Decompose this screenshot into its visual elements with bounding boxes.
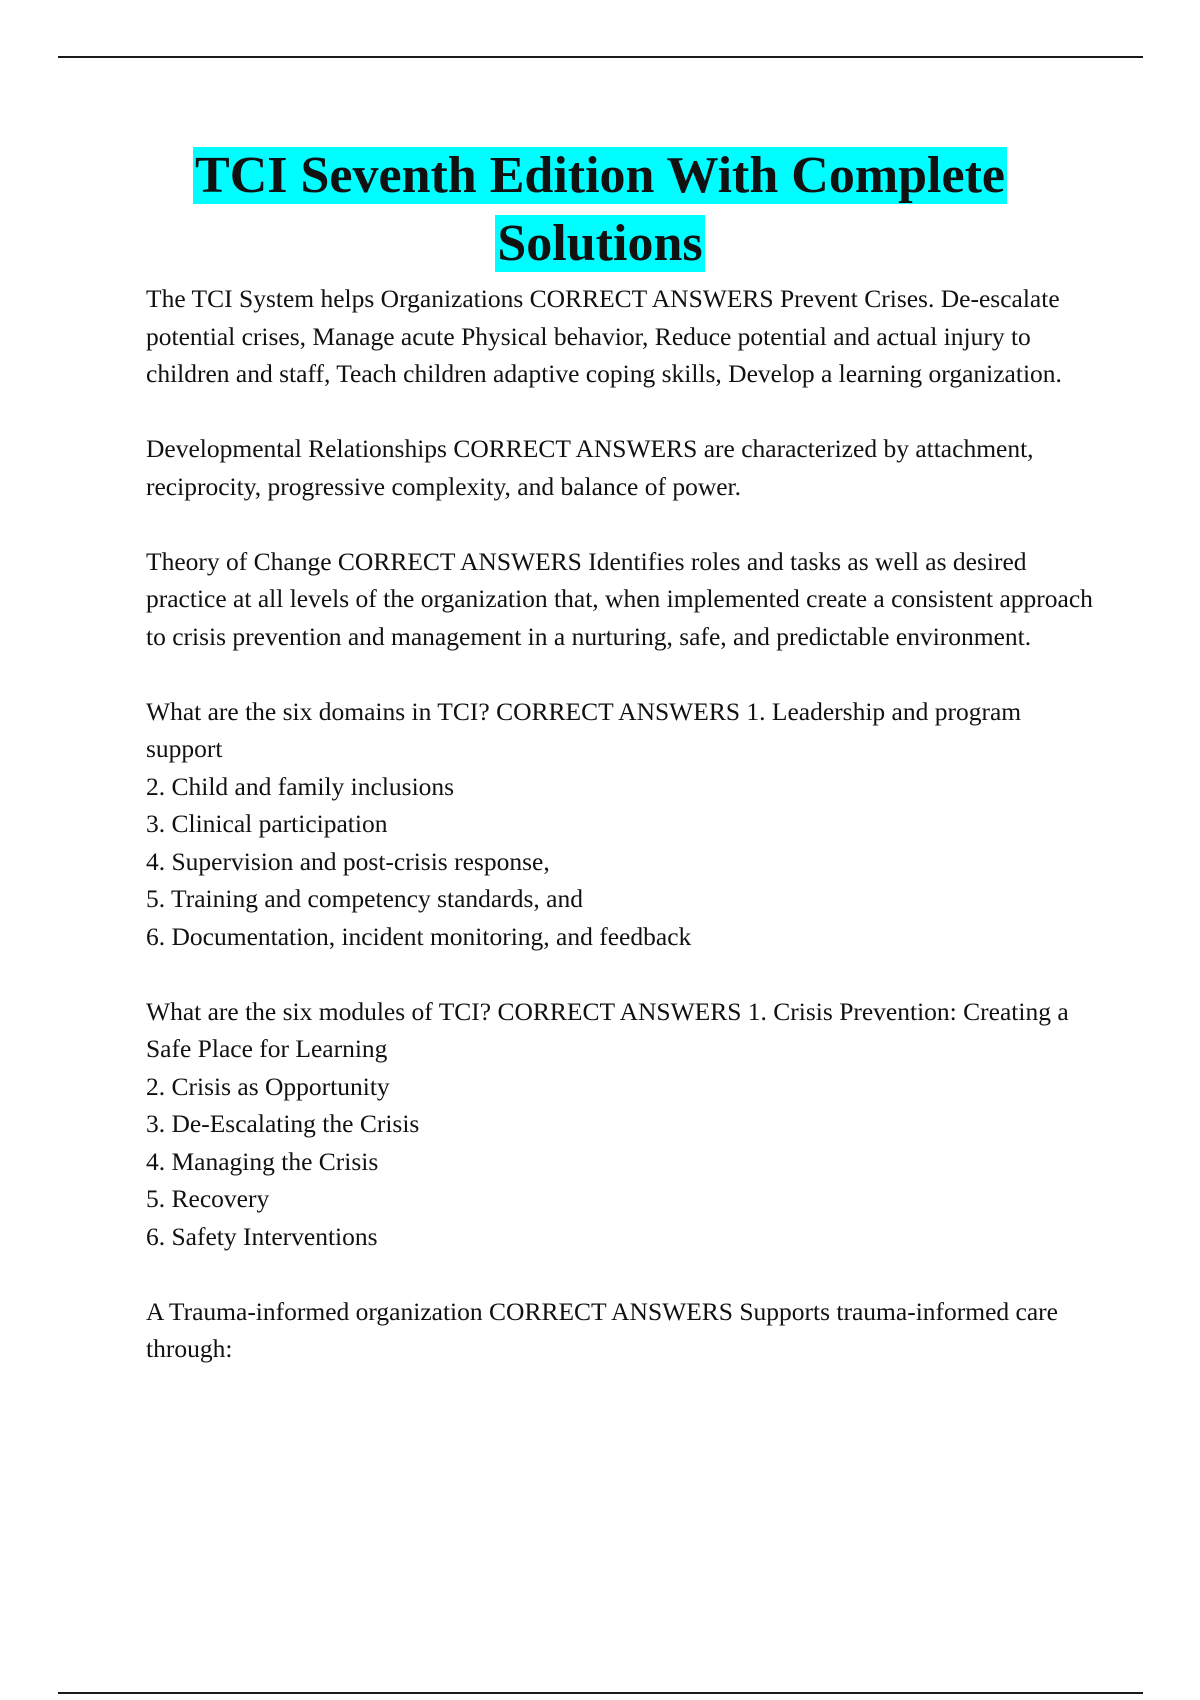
title-line-1: TCI Seventh Edition With Complete	[195, 147, 1005, 204]
entry-tci-system	[146, 280, 1101, 393]
top-rule	[58, 56, 1143, 58]
entry-trauma-informed	[146, 1293, 1101, 1368]
list-item: 5. Training and competency standards, and	[146, 884, 583, 913]
entry-text: What are the six domains in TCI? CORRECT ANSWERS 1. Leadership and program support	[146, 696, 1022, 763]
entry-six-modules	[146, 993, 1101, 1256]
entry-text: What are the six modules of TCI? CORRECT ANSWERS 1. Crisis Prevention: Creating a Safe Place for Learning	[146, 996, 1069, 1063]
list-item: 2. Crisis as Opportunity	[146, 1071, 390, 1101]
list-item: 2. Child and family inclusions	[146, 771, 455, 801]
document-body	[146, 280, 1101, 1405]
bottom-rule	[58, 1692, 1143, 1694]
list-item: 5. Recovery	[146, 1184, 270, 1213]
entry-text: Theory of Change CORRECT ANSWERS Identifies roles and tasks as well as desired practice at all levels of the organization that, when implemented create a consistent approach to crisis prevention and management in a nurturing, safe, and predictable environment.	[146, 546, 1093, 651]
list-item: 3. Clinical participation	[146, 809, 388, 838]
entry-text: Developmental Relationships CORRECT ANSWERS are characterized by attachment, reciprocity, progressive complexity, and balance of power.	[146, 434, 1034, 501]
list-item: 3. De-Escalating the Crisis	[146, 1109, 420, 1138]
title-line-2: Solutions	[497, 215, 703, 272]
list-item: 4. Supervision and post-crisis response,	[146, 846, 550, 876]
entry-text: A Trauma-informed organization CORRECT ANSWERS Supports trauma-informed care through:	[146, 1296, 1058, 1363]
entry-theory-of-change	[146, 543, 1101, 656]
page-title	[100, 142, 1100, 278]
entry-six-domains	[146, 693, 1101, 956]
entry-developmental-relationships	[146, 430, 1101, 505]
list-item: 6. Documentation, incident monitoring, and feedback	[146, 921, 692, 951]
list-item: 4. Managing the Crisis	[146, 1146, 379, 1176]
entry-text: The TCI System helps Organizations CORRECT ANSWERS Prevent Crises. De-escalate potential crises, Manage acute Physical behavior, Reduce potential and actual injury to children and staff, Teach children adaptive coping skills, Develop a learning organization.	[146, 284, 1062, 388]
list-item: 6. Safety Interventions	[146, 1221, 378, 1251]
